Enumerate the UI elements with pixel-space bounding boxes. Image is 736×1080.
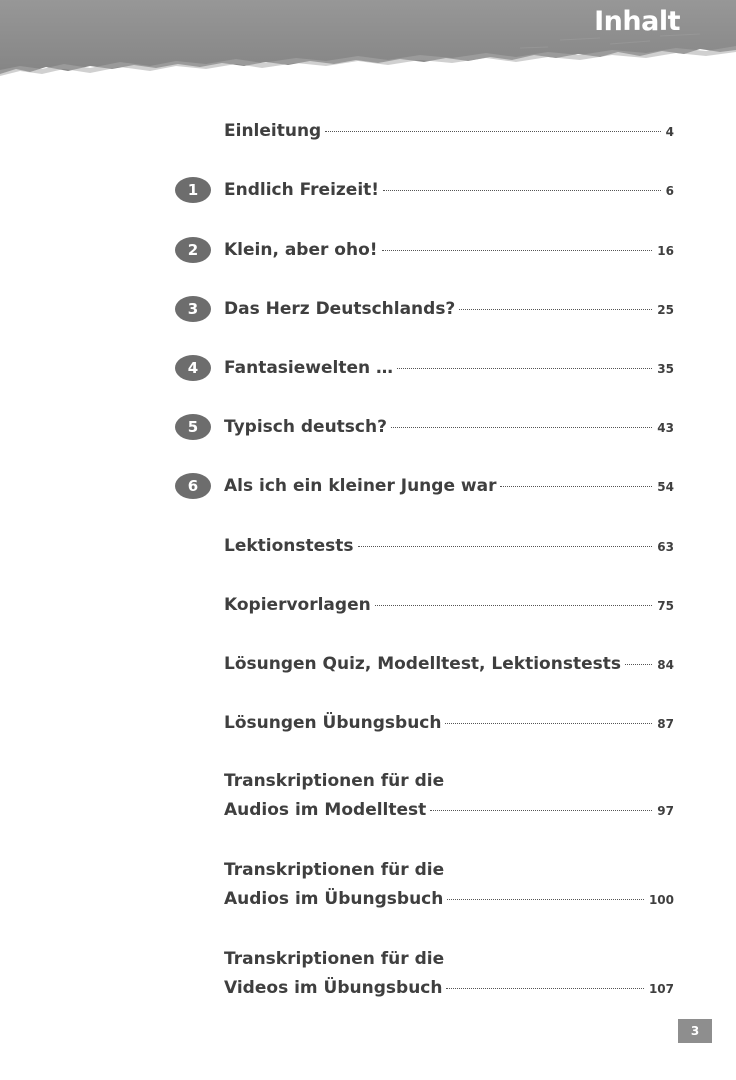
dot-leader [500, 486, 652, 487]
dot-leader [375, 605, 653, 606]
toc-entry-line [224, 709, 674, 738]
toc-entry-title: Endlich Freizeit! [224, 180, 380, 200]
toc-page-number: 35 [657, 362, 674, 376]
toc-entry-line [224, 472, 674, 501]
chapter-number-badge: 5 [175, 414, 211, 440]
dot-leader [358, 546, 653, 547]
toc-page-number: 25 [657, 303, 674, 317]
toc-entry-title: Einleitung [224, 121, 322, 141]
toc-entry[interactable] [224, 650, 674, 679]
toc-entry-line [224, 532, 674, 561]
toc-page-number: 43 [657, 421, 674, 435]
toc-entry[interactable] [224, 591, 674, 620]
chapter-number-badge: 4 [175, 355, 211, 381]
toc-entry-line [224, 117, 674, 146]
toc-entry[interactable] [224, 176, 674, 205]
toc-page-number: 87 [657, 717, 674, 731]
toc-page-number: 75 [657, 599, 674, 613]
toc-entry-title: Lösungen Quiz, Modelltest, Lektionstests [224, 654, 621, 674]
toc-entry-line [224, 856, 674, 885]
dot-leader [445, 723, 652, 724]
toc-entry-line [224, 176, 674, 205]
toc-page-number: 84 [657, 658, 674, 672]
toc-page-number: 4 [665, 125, 674, 139]
toc-entry-title: Typisch deutsch? [224, 417, 387, 437]
toc-entry[interactable] [224, 532, 674, 561]
toc-entry-line [224, 945, 674, 974]
toc-entry-title: Transkriptionen für die [224, 771, 445, 791]
dot-leader [625, 664, 652, 665]
toc-entry-title: Transkriptionen für die [224, 949, 445, 969]
toc-entry-title: Videos im Übungsbuch [224, 978, 443, 998]
chapter-number-badge: 3 [175, 296, 211, 322]
toc-entry[interactable] [224, 295, 674, 324]
toc-entry-line [224, 796, 674, 825]
toc-entry[interactable] [224, 709, 674, 738]
toc-page-number: 100 [648, 893, 674, 907]
chapter-number-badge: 2 [175, 237, 211, 263]
toc-entry-line [224, 767, 674, 796]
toc-page-number: 97 [657, 804, 674, 818]
page-number-box: 3 [678, 1019, 712, 1043]
toc-entry[interactable] [224, 354, 674, 383]
toc-entry-title: Audios im Übungsbuch [224, 889, 444, 909]
toc-page-number: 16 [657, 244, 674, 258]
toc-entry-title: Klein, aber oho! [224, 240, 378, 260]
chapter-number-badge: 1 [175, 177, 211, 203]
toc-entry-line [224, 236, 674, 265]
chapter-number-badge: 6 [175, 473, 211, 499]
toc-entry-line [224, 295, 674, 324]
toc-entry-line [224, 591, 674, 620]
toc-entry-title: Als ich ein kleiner Junge war [224, 476, 497, 496]
dot-leader [397, 368, 652, 369]
toc-entry-line [224, 354, 674, 383]
toc-page-number: 63 [657, 540, 674, 554]
toc-entry[interactable] [224, 413, 674, 442]
toc-page-number: 6 [665, 184, 674, 198]
toc-entry-title: Transkriptionen für die [224, 860, 445, 880]
dot-leader [430, 810, 652, 811]
dot-leader [459, 309, 652, 310]
toc-entry[interactable] [224, 472, 674, 501]
toc-entry-title: Fantasiewelten … [224, 358, 394, 378]
toc-entry[interactable] [224, 767, 674, 825]
dot-leader [382, 250, 653, 251]
toc-entry[interactable] [224, 945, 674, 1003]
toc-entry[interactable] [224, 856, 674, 914]
dot-leader [391, 427, 652, 428]
toc-entry[interactable] [224, 236, 674, 265]
toc-page-number: 54 [657, 480, 674, 494]
toc-entry-title: Lösungen Übungsbuch [224, 713, 442, 733]
toc-entry[interactable] [224, 117, 674, 146]
toc-entry-line [224, 650, 674, 679]
toc-entry-title: Lektionstests [224, 536, 354, 556]
dot-leader [446, 988, 643, 989]
dot-leader [447, 899, 644, 900]
toc-entry-title: Audios im Modelltest [224, 800, 427, 820]
dot-leader [325, 131, 660, 132]
toc-entry-title: Das Herz Deutschlands? [224, 299, 456, 319]
dot-leader [383, 190, 661, 191]
page-heading: Inhalt [594, 6, 680, 37]
toc-entry-line [224, 974, 674, 1003]
toc-entry-line [224, 885, 674, 914]
toc-entry-title: Kopiervorlagen [224, 595, 371, 615]
toc-entry-line [224, 413, 674, 442]
toc-page-number: 107 [648, 982, 674, 996]
